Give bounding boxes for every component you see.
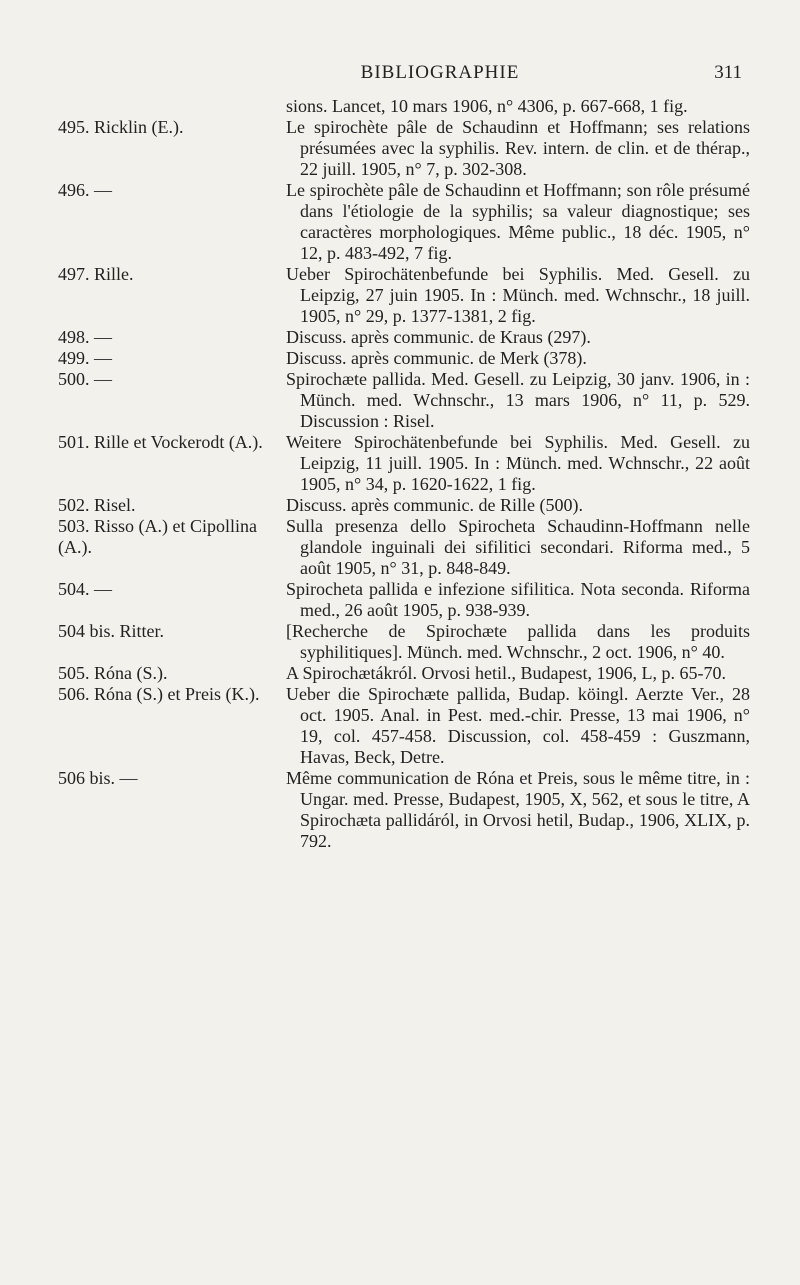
entry-text: Discuss. après communic. de Kraus (297). — [286, 327, 591, 347]
entry-text: Sulla presenza dello Spirocheta Schaudinn-Hoffmann nelle glandole inguinali dei sifilitici secondari. Riforma med., 5 août 1905, n° 31, p. 848-849. — [286, 516, 750, 578]
entry-label: 495. Ricklin (E.). — [58, 117, 184, 137]
entry-text: Weitere Spirochätenbefunde bei Syphilis. Med. Gesell. zu Leipzig, 11 juill. 1905. In : Münch. med. Wchnschr., 22 août 1905, n° 34, p. 1620-1622, 1 fig. — [286, 432, 750, 494]
bibliography-list — [0, 96, 800, 852]
entry-label: 506 bis. — — [58, 768, 138, 788]
bibliography-entry — [0, 348, 800, 369]
entry-label: 504 bis. Ritter. — [58, 621, 165, 641]
entry-label: 505. Róna (S.). — [58, 663, 168, 683]
bibliography-entry — [0, 495, 800, 516]
bibliography-entry — [0, 264, 800, 327]
entry-text: Le spirochète pâle de Schaudinn et Hoffmann; ses relations présumées avec la syphilis. Rev. intern. de clin. et de thérap., 22 juill. 1905, n° 7, p. 302-308. — [286, 117, 750, 179]
entry-text: Discuss. après communic. de Rille (500). — [286, 495, 583, 515]
entry-label: 502. Risel. — [58, 495, 136, 515]
bibliography-entry — [0, 96, 800, 117]
running-head — [250, 62, 750, 86]
bibliography-entry — [0, 369, 800, 432]
bibliography-entry — [0, 684, 800, 768]
entry-label: 499. — — [58, 348, 112, 368]
entry-label: 504. — — [58, 579, 112, 599]
entry-text: Discuss. après communic. de Merk (378). — [286, 348, 587, 368]
entry-label: 498. — — [58, 327, 112, 347]
bibliography-entry — [0, 579, 800, 621]
entry-text: Ueber die Spirochæte pallida, Budap. köingl. Aerzte Ver., 28 oct. 1905. Anal. in Pest. med.-chir. Presse, 13 mai 1906, n° 19, col. 457-458. Discussion, col. 458-459 : Guszmann, Havas, Beck, Detre. — [286, 684, 750, 767]
bibliography-entry — [0, 327, 800, 348]
entry-text: Ueber Spirochätenbefunde bei Syphilis. Med. Gesell. zu Leipzig, 27 juin 1905. In : Münch. med. Wchnschr., 18 juill. 1905, n° 29, p. 1377-1381, 2 fig. — [286, 264, 750, 326]
bibliography-entry — [0, 768, 800, 852]
entry-text: sions. Lancet, 10 mars 1906, n° 4306, p. 667-668, 1 fig. — [286, 96, 688, 116]
entry-text: [Recherche de Spirochæte pallida dans les produits syphilitiques]. Münch. med. Wchnschr., 2 oct. 1906, n° 40. — [286, 621, 750, 662]
entry-text: Spirocheta pallida e infezione sifilitica. Nota seconda. Riforma med., 26 août 1905, p. 938-939. — [286, 579, 750, 620]
entry-label: 496. — — [58, 180, 112, 200]
entry-label: 503. Risso (A.) et Cipollina (A.). — [58, 516, 257, 557]
bibliography-entry — [0, 621, 800, 663]
bibliography-entry — [0, 516, 800, 579]
bibliography-entry — [0, 117, 800, 180]
entry-text: A Spirochætákról. Orvosi hetil., Budapest, 1906, L, p. 65-70. — [286, 663, 726, 683]
entry-label: 506. Róna (S.) et Preis (K.). — [58, 684, 260, 704]
running-title: BIBLIOGRAPHIE — [360, 62, 520, 83]
entry-label: 501. Rille et Vockerodt (A.). — [58, 432, 263, 452]
bibliography-entry — [0, 180, 800, 264]
entry-label: 497. Rille. — [58, 264, 134, 284]
entry-text: Même communication de Róna et Preis, sous le même titre, in : Ungar. med. Presse, Budapest, 1905, X, 562, et sous le titre, A Spirochæta pallidáról, in Orvosi hetil, Budap., 1906, XLIX, p. 792. — [286, 768, 750, 851]
bibliography-entry — [0, 663, 800, 684]
bibliography-entry — [0, 432, 800, 495]
entry-text: Spirochæte pallida. Med. Gesell. zu Leipzig, 30 janv. 1906, in : Münch. med. Wchnschr., 13 mars 1906, n° 11, p. 529. Discussion : Risel. — [286, 369, 750, 431]
entry-text: Le spirochète pâle de Schaudinn et Hoffmann; son rôle présumé dans l'étiologie de la syphilis; sa valeur diagnostique; ses caractères morphologiques. Même public., 18 déc. 1905, n° 12, p. 483-492, 7 fig. — [286, 180, 750, 263]
page-number: 311 — [714, 62, 742, 83]
entry-label: 500. — — [58, 369, 112, 389]
